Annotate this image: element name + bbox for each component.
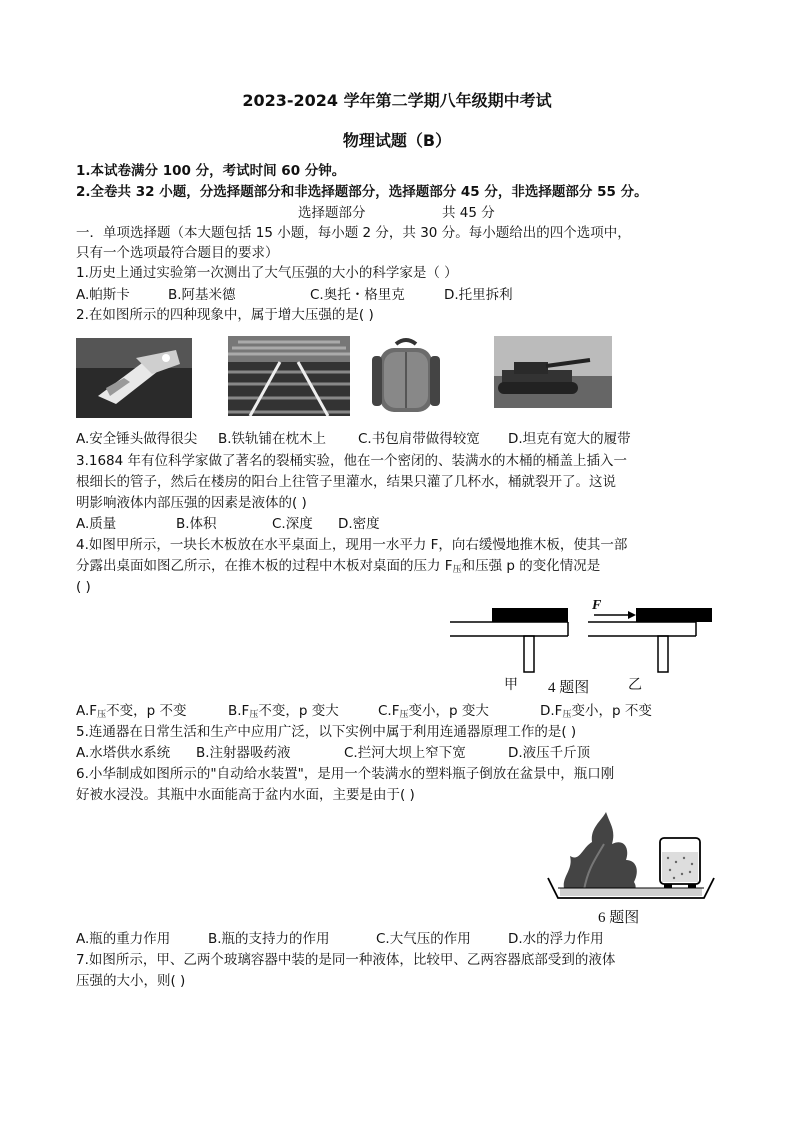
- railway-photo: [228, 336, 350, 416]
- q4-option-c: [378, 702, 489, 724]
- q5-stem: 5.连通器在日常生活和生产中应用广泛，以下实例中属于利用连通器原理工作的是( ): [76, 724, 577, 740]
- q4-option-c-sub: 压: [399, 710, 409, 720]
- q5-option-c: C.拦河大坝上窄下宽: [344, 745, 466, 761]
- q2-option-d: D.坦克有宽大的履带: [508, 431, 631, 447]
- q4-option-d-sub: 压: [562, 710, 572, 720]
- q3-option-d: D.密度: [338, 516, 380, 532]
- q5-option-d: D.液压千斤顶: [508, 745, 591, 761]
- q3-option-b: B.体积: [176, 516, 217, 532]
- q4-option-d: [540, 702, 652, 724]
- q4-line-2: [76, 557, 600, 579]
- q4-option-a: [76, 702, 186, 724]
- q6-option-d: D.水的浮力作用: [508, 931, 604, 947]
- q2-option-c: C.书包肩带做得较宽: [358, 431, 480, 447]
- q3-option-a: A.质量: [76, 516, 117, 532]
- q4-line-2-a: 分露出桌面如图乙所示，在推木板的过程中木板对桌面的压力 F: [76, 558, 453, 574]
- q4-line-2-b: 和压强 p 的变化情况是: [461, 558, 601, 574]
- q6-line-1: 6.小华制成如图所示的"自动给水装置"，是用一个装满水的塑料瓶子倒放在盆景中，瓶口刚: [76, 766, 615, 782]
- q3-option-c: C.深度: [272, 516, 313, 532]
- q2-option-b: B.铁轨铺在枕木上: [218, 431, 327, 447]
- q4-option-b-pre: B.F: [228, 703, 250, 719]
- q4-label-jia: 甲: [504, 678, 518, 693]
- q4-option-d-post: 变小，p 不变: [571, 703, 652, 719]
- q7-line-2: 压强的大小，则( ): [76, 973, 186, 989]
- q6-option-a: A.瓶的重力作用: [76, 931, 171, 947]
- q1-option-a: A.帕斯卡: [76, 287, 130, 303]
- q7-line-1: 7.如图所示，甲、乙两个玻璃容器中装的是同一种液体，比较甲、乙两容器底部受到的液体: [76, 952, 616, 968]
- q2-option-a: A.安全锤头做得很尖: [76, 431, 198, 447]
- section-name: 选择题部分: [298, 205, 366, 221]
- q4-figure-caption: 4 题图: [548, 680, 590, 696]
- q4-option-a-sub: 压: [97, 710, 107, 720]
- part1-line-2: 只有一个选项最符合题目的要求）: [76, 245, 279, 261]
- q6-option-c: C.大气压的作用: [376, 931, 471, 947]
- q6-figure: [544, 808, 724, 926]
- q4-option-b-sub: 压: [249, 710, 259, 720]
- exam-title: 2023-2024 学年第二学期八年级期中考试: [242, 91, 552, 110]
- q4-figure: [446, 598, 716, 698]
- note-1: 1.本试卷满分 100 分，考试时间 60 分钟。: [76, 163, 346, 179]
- q1-option-c: C.奥托・格里克: [310, 287, 405, 303]
- q4-label-yi: 乙: [628, 678, 642, 693]
- q6-figure-caption: 6 题图: [598, 910, 640, 926]
- q6-option-b: B.瓶的支持力的作用: [208, 931, 330, 947]
- q5-option-b: B.注射器吸药液: [196, 745, 291, 761]
- q4-option-b-post: 不变，p 变大: [258, 703, 339, 719]
- q4-option-a-pre: A.F: [76, 703, 98, 719]
- q4-option-a-post: 不变，p 不变: [106, 703, 187, 719]
- q3-line-2: 根细长的管子，然后在楼房的阳台上往管子里灌水，结果只灌了几杯水，桶就裂开了。这说: [76, 474, 616, 490]
- q1-stem: 1.历史上通过实验第一次测出了大气压强的大小的科学家是（ ）: [76, 265, 458, 281]
- section-score: 共 45 分: [442, 205, 495, 221]
- q4-option-c-post: 变小，p 变大: [408, 703, 489, 719]
- q3-line-1: 3.1684 年有位科学家做了著名的裂桶实验，他在一个密闭的、装满水的木桶的桶盖上插入一: [76, 453, 628, 469]
- q4-option-d-pre: D.F: [540, 703, 563, 719]
- hammer-photo: [76, 338, 192, 418]
- tank-photo: [494, 336, 612, 408]
- q3-line-3: 明影响液体内部压强的因素是液体的( ): [76, 495, 307, 511]
- q5-option-a: A.水塔供水系统: [76, 745, 171, 761]
- note-2: 2.全卷共 32 小题，分选择题部分和非选择题部分，选择题部分 45 分，非选择题部分 55 分。: [76, 184, 648, 200]
- q4-line-1: 4.如图甲所示，一块长木板放在水平桌面上，现用一水平力 F，向右缓慢地推木板，使其一部: [76, 537, 628, 553]
- q4-option-b: [228, 702, 339, 724]
- q2-stem: 2.在如图所示的四种现象中，属于增大压强的是( ): [76, 307, 374, 323]
- exam-subtitle: 物理试题（B）: [342, 131, 452, 150]
- part1-line-1: 一．单项选择题（本大题包括 15 小题，每小题 2 分，共 30 分。每小题给出的四个选项中，: [76, 225, 631, 241]
- q4-option-c-pre: C.F: [378, 703, 400, 719]
- q4-line-3: ( ): [76, 579, 91, 595]
- q6-line-2: 好被水浸没。其瓶中水面能高于盆内水面，主要是由于( ): [76, 787, 415, 803]
- backpack-photo: [366, 336, 446, 416]
- q4-subscript: 压: [452, 565, 462, 575]
- q1-option-d: D.托里拆利: [444, 287, 513, 303]
- q4-force-label: F: [592, 598, 602, 613]
- q1-option-b: B.阿基米德: [168, 287, 236, 303]
